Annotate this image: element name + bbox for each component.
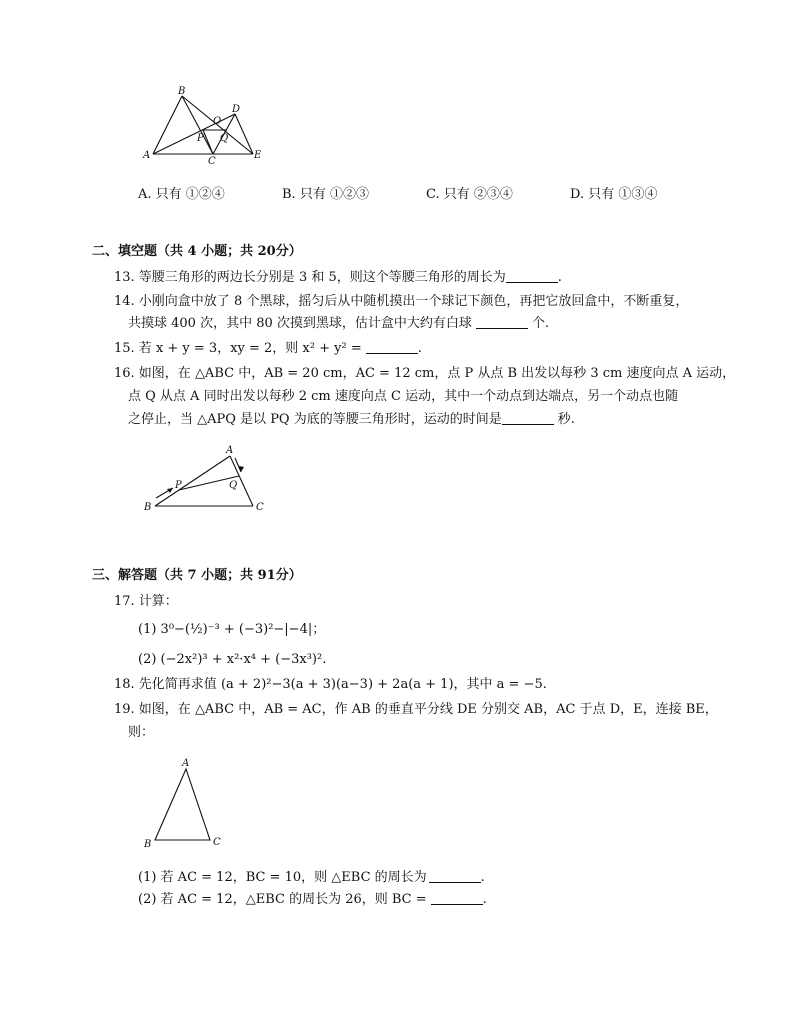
q14-end: 个.: [531, 316, 550, 331]
question-17-part2: (2) (−2x²)³ + x²·x⁴ + (−3x³)².: [138, 652, 327, 667]
question-17-part1: (1) 3⁰−(½)⁻³ + (−3)²−|−4|；: [138, 622, 326, 637]
fig3-label-a: A: [182, 758, 190, 769]
option-c[interactable]: C. 只有 ②③④: [426, 187, 513, 202]
option-a[interactable]: A. 只有 ①②④: [138, 187, 225, 202]
question-13: [114, 268, 562, 288]
question-18: 18. 先化简再求值 (a + 2)²−3(a + 3)(a−3) + 2a(a + 1)，其中 a = −5.: [114, 677, 547, 692]
q14-answer-blank[interactable]: [476, 314, 528, 329]
question-14-line1: 14. 小刚向盒中放了 8 个黑球，摇匀后从中随机摸出一个球记下颜色，再把它放回盒中，不断重复，: [114, 294, 689, 309]
fig1-label-e: E: [254, 150, 262, 161]
option-d[interactable]: D. 只有 ①③④: [570, 187, 658, 202]
q13-text: 13. 等腰三角形的两边长分别是 3 和 5，则这个等腰三角形的周长为: [114, 270, 506, 285]
option-b[interactable]: B. 只有 ①②③: [282, 187, 369, 202]
q16-answer-blank[interactable]: [502, 410, 554, 425]
q15-answer-blank[interactable]: [366, 339, 418, 354]
question-16-line1: 16. 如图，在 △ABC 中，AB = 20 cm，AC = 12 cm，点 P 从点 B 出发以每秒 3 cm 速度向点 A 运动，: [114, 366, 736, 381]
question-15: [114, 339, 422, 359]
fig1-label-a: A: [143, 150, 151, 161]
q16-text: 之停止，当 △APQ 是以 PQ 为底的等腰三角形时，运动的时间是: [128, 412, 502, 427]
q16-end: 秒.: [557, 412, 575, 427]
question-19-line2: 则：: [128, 725, 155, 740]
question-17-title: 17. 计算：: [114, 594, 178, 609]
fig3-label-c: C: [213, 837, 221, 848]
section-title-fill-blank: 二、填空题（共 4 小题；共 20分）: [92, 244, 302, 259]
fig1-label-q: Q: [220, 133, 229, 144]
q19-p2-answer-blank[interactable]: [431, 890, 483, 905]
figure-triangle-apq: [140, 442, 270, 516]
q19-p2-text: (2) 若 AC = 12，△EBC 的周长为 26，则 BC =: [138, 892, 427, 907]
figure-triangles-ode: [140, 84, 270, 166]
q19-p1-text: (1) 若 AC = 12，BC = 10，则 △EBC 的周长为: [138, 870, 427, 885]
fig2-label-b: B: [144, 502, 152, 513]
q14-text: 共摸球 400 次，其中 80 次摸到黑球，估计盒中大约有白球: [128, 316, 472, 331]
q19-p1-answer-blank[interactable]: [429, 868, 481, 883]
fig2-label-c: C: [256, 502, 264, 513]
q13-end: .: [557, 270, 562, 285]
question-19-part2: [138, 890, 487, 910]
fig2-label-a: A: [226, 445, 234, 456]
question-16-line2: 点 Q 从点 A 同时出发以每秒 2 cm 速度向点 C 运动，其中一个动点到达端点，另一个动点也随: [128, 389, 679, 404]
fig2-label-q: Q: [229, 480, 238, 491]
question-19-part1: [138, 868, 485, 888]
fig3-label-b: B: [144, 839, 152, 850]
fig1-label-o: O: [213, 116, 222, 127]
q15-text: 15. 若 x + y = 3，xy = 2，则 x² + y² =: [114, 341, 362, 356]
q19-p1-end: .: [480, 870, 485, 885]
figure-isosceles-triangle: [140, 756, 230, 851]
section-title-solution: 三、解答题（共 7 小题；共 91分）: [92, 568, 302, 583]
fig1-label-p: P: [197, 133, 204, 144]
question-16-line3: [128, 410, 575, 430]
q19-p2-end: .: [482, 892, 487, 907]
fig1-label-c: C: [208, 156, 216, 166]
fig1-label-b: B: [178, 86, 186, 97]
q15-end: .: [417, 341, 422, 356]
fig2-label-p: P: [175, 480, 182, 491]
q13-answer-blank[interactable]: [506, 268, 558, 283]
question-14-line2: [128, 314, 549, 334]
fig1-label-d: D: [232, 104, 241, 115]
question-19-line1: 19. 如图，在 △ABC 中，AB = AC，作 AB 的垂直平分线 DE 分别交 AB，AC 于点 D，E，连接 BE，: [114, 702, 718, 717]
